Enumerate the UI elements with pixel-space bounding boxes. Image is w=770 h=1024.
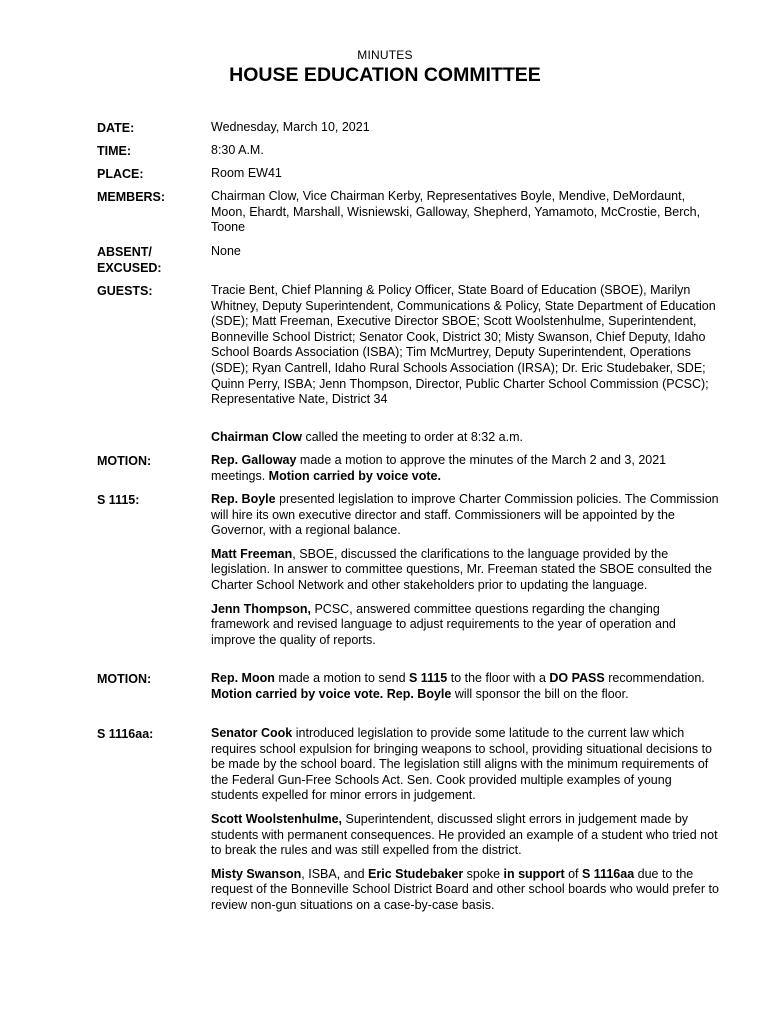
members-value: Chairman Clow, Vice Chairman Kerby, Representatives Boyle, Mendive, DeMordaunt, Moon, Ehardt, Marshall, Wisniewski, Galloway, Shepherd, Yamamoto, McCrostie, Berch, Toone [211, 189, 701, 235]
motion-label: MOTION: [97, 454, 152, 468]
motion-minutes-text [211, 453, 721, 484]
s1115-speaker-freeman: Matt Freeman [211, 546, 293, 561]
s1116-p3-body-3: of [564, 866, 582, 881]
place-label: PLACE: [97, 167, 144, 181]
s1115-p3: PCSC, answered committee questions regarding the changing framework and revised language to adjust requirements to the year of operation and improve the quality of reports. [211, 601, 676, 647]
motion2-maker: Rep. Moon [211, 671, 275, 685]
motion2-body-3: recommendation. [604, 671, 705, 685]
motion-body: made a motion to approve the minutes of the March 2 and 3, 2021 meetings. [211, 453, 667, 483]
s1116-speaker-woolstenhulme: Scott Woolstenhulme, [211, 811, 343, 826]
absent-label-line1: ABSENT/ [97, 245, 152, 259]
s1116-p1: introduced legislation to provide some latitude to the current law which requires school expulsion for bringing weapons to school, providing situational decisions to be made by the school board. The legislation still aligns with the minimum requirements of the Federal Gun-Free Schools Act. Sen. Cook provided multiple examples of young students expelled for minor errors in judgement. [211, 726, 712, 803]
absent-label-line2: EXCUSED: [97, 261, 162, 275]
s1116aa-label: S 1116aa: [97, 727, 154, 741]
s1116-presenter: Senator Cook [211, 726, 293, 740]
s1115-p2: , SBOE, discussed the clarifications to the language provided by the legislation. In answer to committee questions, Mr. Freeman stated the SBOE consulted the Charter School Network and other stakeholders prior to updating the language. [211, 546, 712, 592]
committee-title: HOUSE EDUCATION COMMITTEE [229, 64, 541, 86]
absent-value: None [211, 244, 241, 258]
guests-value: Tracie Bent, Chief Planning & Policy Officer, State Board of Education (SBOE), Marilyn Whitney, Deputy Superintendent, Communications & Policy, State Department of Education (SDE); Matt Freeman, Executive Director SBOE; Scott Woolstenhulme, Superintendent, Bonneville School District; Senator Cook, District 30; Misty Swanson, Chief Deputy, Idaho School Boards Association (ISBA); Tim McMurtrey, Deputy Superintendent, Operations (SDE); Ryan Cantrell, Idaho Rural Schools Association (IRSA); Dr. Eric Studebaker, SDE; Quinn Perry, ISBA; Jenn Thompson, Director, Public Charter School Commission (PCSC); Representative Nate, District 34 [211, 283, 716, 407]
s1116-p3-body-2: spoke [463, 866, 504, 881]
date-label: DATE: [97, 121, 135, 135]
s1115-label: S 1115: [97, 493, 140, 507]
document-type: MINUTES [357, 48, 413, 62]
motion2-sponsor: Rep. Boyle [386, 686, 452, 701]
s1116-bill: S 1116aa [582, 866, 635, 881]
s1115-presenter: Rep. Boyle [211, 492, 276, 506]
motion-result: Motion carried by voice vote. [268, 468, 441, 483]
motion2-body-1: made a motion to send [274, 671, 409, 685]
s1116aa-text [211, 726, 721, 914]
guests-label: GUESTS: [97, 284, 153, 298]
motion2-result: Motion carried by voice vote. [211, 686, 384, 701]
motion2-bill: S 1115 [409, 671, 448, 685]
motion2-body-5: will sponsor the bill on the floor. [451, 686, 629, 701]
s1115-speaker-thompson: Jenn Thompson, [211, 601, 311, 616]
s1115-p1: presented legislation to improve Charter Commission policies. The Commission will hire its own executive director and staff. Commissioners will be appointed by the Governor, with a regional balance. [211, 492, 719, 538]
chairman-name: Chairman Clow [211, 430, 302, 444]
date-value: Wednesday, March 10, 2021 [211, 120, 370, 134]
motion2-body-2: to the floor with a [447, 671, 550, 685]
s1116-p3-body-1: , ISBA, and [301, 866, 369, 881]
time-label: TIME: [97, 144, 132, 158]
s1116-speaker-swanson: Misty Swanson [211, 866, 302, 881]
members-label: MEMBERS: [97, 190, 166, 204]
place-value: Room EW41 [211, 166, 282, 180]
motion2-do-pass: DO PASS [549, 671, 605, 685]
call-to-order-text [211, 430, 721, 446]
s1116-p2: Superintendent, discussed slight errors in judgement made by students with permanent consequences. He provided an example of a student who tried not to break the rules and was still expelled from the district. [211, 811, 718, 858]
s1116-speaker-studebaker: Eric Studebaker [368, 866, 464, 881]
time-value: 8:30 A.M. [211, 143, 264, 157]
motion-maker: Rep. Galloway [211, 453, 297, 467]
s1116-support: in support [503, 866, 565, 881]
motion2-label: MOTION: [97, 672, 152, 686]
s1115-text [211, 492, 721, 648]
call-to-order-body: called the meeting to order at 8:32 a.m. [302, 430, 523, 444]
absent-label [97, 244, 209, 276]
s1116-p3-body-4: due to the request of the Bonneville School District Board and other school boards who would prefer to review non-gun situations on a case-by-case basis. [211, 866, 719, 912]
motion-s1115-text [211, 671, 721, 702]
